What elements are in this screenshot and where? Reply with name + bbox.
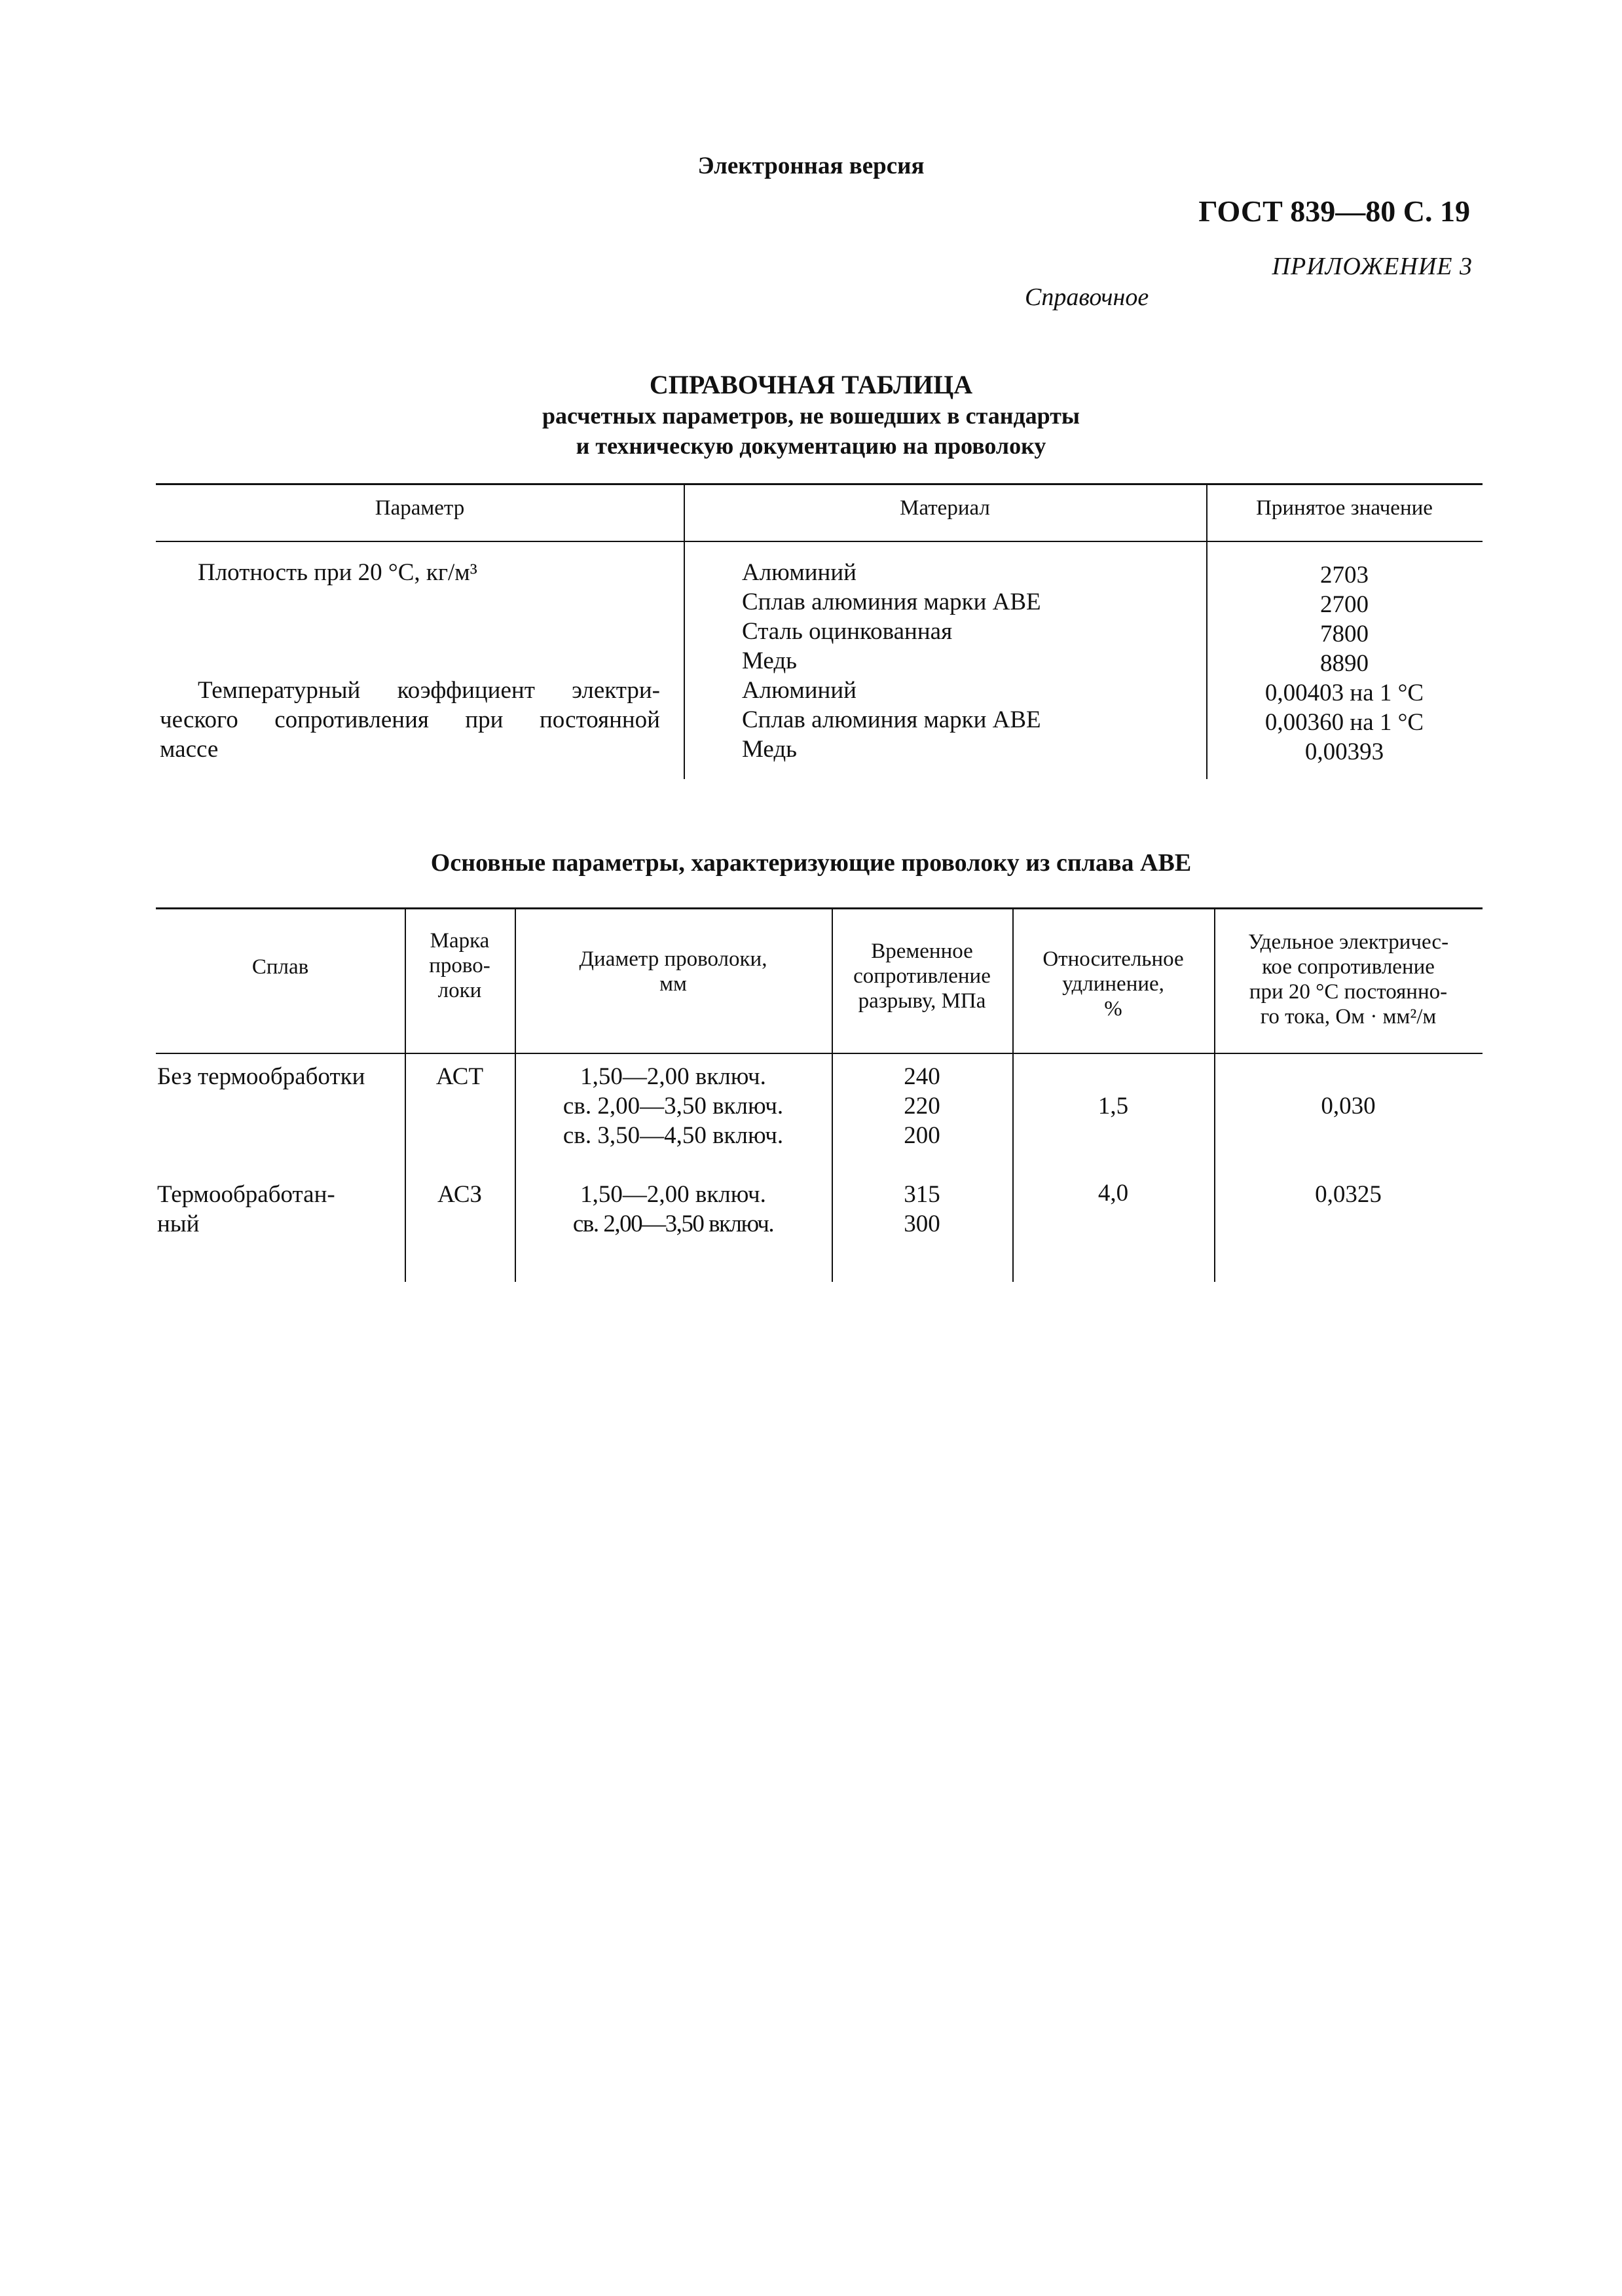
table1-header-parameter: Параметр bbox=[375, 496, 465, 520]
table1-row2-material: Сплав алюминия марки АВЕ bbox=[742, 706, 1041, 733]
table2-header-elongation: Относительное удлинение, % bbox=[1042, 947, 1184, 1021]
table2-row1-diameter: св. 2,00—3,50 включ. bbox=[562, 1093, 784, 1120]
table2-row1-diameter: св. 3,50—4,50 включ. bbox=[562, 1122, 784, 1149]
table2-header-rule bbox=[156, 1053, 1483, 1054]
reference-note: Справочное bbox=[1025, 283, 1149, 311]
table1-header-material: Материал bbox=[900, 496, 990, 520]
table2-row1-strength: 200 bbox=[904, 1122, 940, 1149]
table2-row2-alloy: ный bbox=[157, 1211, 200, 1237]
table1-row2-material: Алюминий bbox=[742, 677, 857, 704]
table1-top-rule bbox=[156, 483, 1483, 485]
table1-title: СПРАВОЧНАЯ ТАБЛИЦА bbox=[649, 370, 973, 399]
table2-header-alloy: Сплав bbox=[251, 955, 309, 979]
table1-header-rule bbox=[156, 541, 1483, 542]
table2-header-diameter: Диаметр проволоки, мм bbox=[579, 947, 767, 996]
table1-subtitle-line1: расчетных параметров, не вошедших в стандарты bbox=[542, 403, 1080, 429]
table2-top-rule bbox=[156, 907, 1483, 909]
table1-row2-value: 0,00393 bbox=[1304, 738, 1384, 765]
table2-header-strength: Временное сопротивление разрыву, МПа bbox=[853, 939, 991, 1013]
table2-row2-strength: 300 bbox=[904, 1211, 940, 1237]
table2-row1-strength: 220 bbox=[904, 1093, 940, 1120]
table1-row1-material: Алюминий bbox=[742, 559, 857, 586]
table1-row2-value: 0,00403 на 1 °С bbox=[1264, 680, 1424, 706]
table2-row2-grade: АСЗ bbox=[437, 1181, 483, 1208]
table1-row1-material: Сталь оцинкованная bbox=[742, 618, 953, 645]
electronic-version-label: Электронная версия bbox=[697, 153, 925, 179]
table1-row1-value: 2703 bbox=[1320, 562, 1369, 589]
table1-row2-parameter: Температурный коэффициент электри- bbox=[198, 677, 660, 704]
table2-row1-elongation: 1,5 bbox=[1097, 1093, 1129, 1120]
table1-header-value: Принятое значение bbox=[1256, 496, 1433, 520]
table1-subtitle-line2: и техническую документацию на проволоку bbox=[576, 433, 1046, 459]
table2-title: Основные параметры, характеризующие проволоку из сплава АВЕ bbox=[430, 849, 1192, 877]
table1-row2-parameter: массе bbox=[160, 736, 219, 763]
table1-row1-parameter: Плотность при 20 °С, кг/м³ bbox=[198, 559, 477, 586]
table2-header-resistivity: Удельное электричес- кое сопротивление при 20 °С постоянно- го тока, Ом · мм²/м bbox=[1247, 930, 1449, 1029]
table2-row1-diameter: 1,50—2,00 включ. bbox=[580, 1063, 766, 1090]
table2-row1-alloy: Без термообработки bbox=[157, 1063, 365, 1090]
table1-col-divider bbox=[684, 483, 685, 779]
table2-row1-grade: АСТ bbox=[435, 1063, 484, 1090]
table1-row1-value: 7800 bbox=[1320, 621, 1369, 647]
table1-row1-value: 8890 bbox=[1320, 650, 1369, 677]
table1-row1-material: Медь bbox=[742, 647, 798, 674]
gost-page-number: ГОСТ 839—80 С. 19 bbox=[1198, 194, 1470, 228]
table1-row1-value: 2700 bbox=[1320, 591, 1369, 618]
table1-row2-material: Медь bbox=[742, 736, 798, 763]
table2-row2-diameter: св. 2,00—3,50 включ. bbox=[572, 1211, 774, 1237]
table2-row2-strength: 315 bbox=[904, 1181, 940, 1208]
table2-row2-diameter: 1,50—2,00 включ. bbox=[580, 1181, 766, 1208]
table2-row2-resistivity: 0,0325 bbox=[1315, 1181, 1382, 1208]
table1-row2-parameter: ческого сопротивления при постоянной bbox=[160, 706, 660, 733]
table2-row1-resistivity: 0,030 bbox=[1321, 1093, 1376, 1120]
table2-header-grade: Марка прово- локи bbox=[429, 929, 490, 1002]
appendix-label: ПРИЛОЖЕНИЕ 3 bbox=[1272, 253, 1473, 280]
table1-row1-material: Сплав алюминия марки АВЕ bbox=[742, 589, 1041, 615]
table2-row2-elongation: 4,0 bbox=[1097, 1180, 1129, 1207]
table1-row2-value: 0,00360 на 1 °С bbox=[1264, 709, 1424, 736]
table2-row2-alloy: Термообработан- bbox=[157, 1181, 335, 1208]
table2-row1-strength: 240 bbox=[904, 1063, 940, 1090]
